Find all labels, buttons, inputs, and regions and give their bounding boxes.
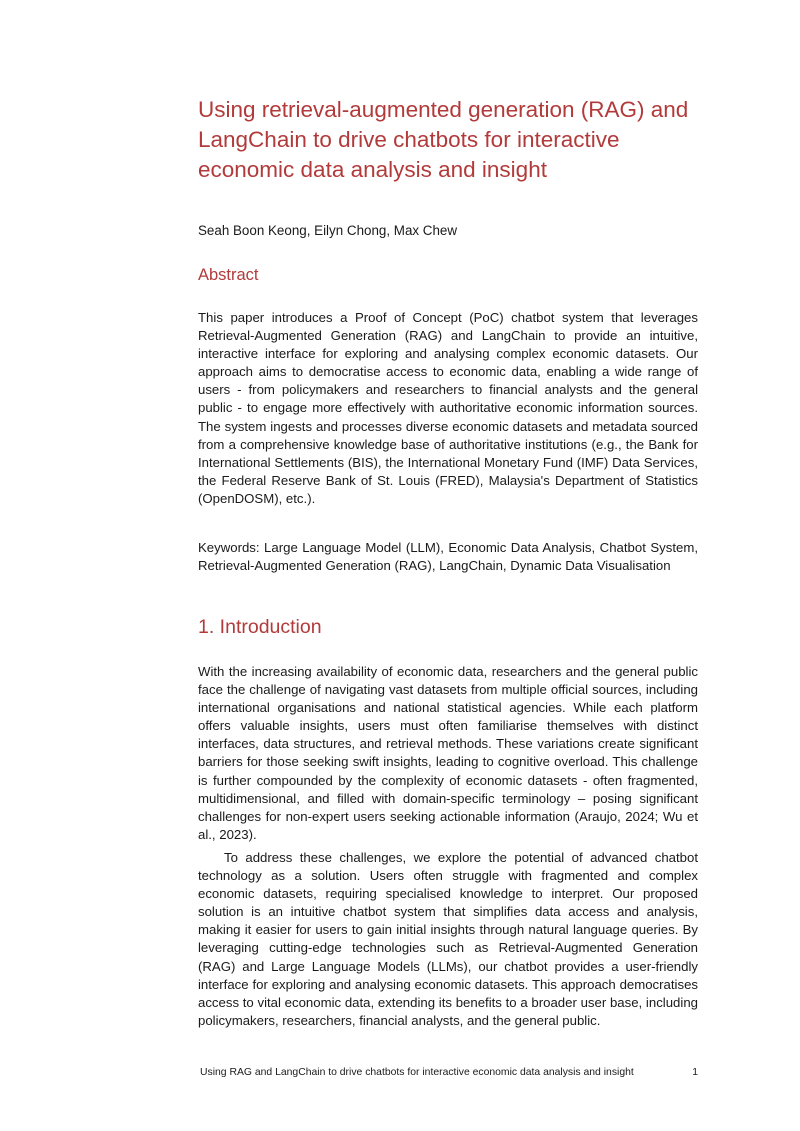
page-number: 1 (692, 1067, 698, 1078)
keywords-section (198, 539, 698, 575)
running-title: Using RAG and LangChain to drive chatbots for interactive economic data analysis and insight (200, 1067, 634, 1078)
paper-title: Using retrieval-augmented generation (RAG) and LangChain to drive chatbots for interactive economic data analysis and insight (198, 97, 689, 182)
introduction-paragraph: With the increasing availability of economic data, researchers and the general public face the challenge of navigating vast datasets from multiple official sources, including international organisations and national statistical agencies. While each platform offers valuable insights, users must often familiarise themselves with distinct interfaces, data structures, and retrieval methods. These variations create significant barriers for those seeking swift insights, leading to cognitive overload. This challenge is further compounded by the complexity of economic datasets - often fragmented, multidimensional, and filled with domain-specific terminology – posing significant challenges for non-expert users seeking actionable information (Araujo, 2024; Wu et al., 2023). (198, 664, 698, 842)
introduction-section (198, 663, 698, 1030)
abstract-text: This paper introduces a Proof of Concept (PoC) chatbot system that leverages Retrieval-Augmented Generation (RAG) and LangChain to provide an intuitive, interactive interface for exploring and analysing complex economic datasets. Our approach aims to democratise access to economic data, enabling a wide range of users - from policymakers and researchers to financial analysts and the general public - to engage more effectively with authoritative economic information sources. The system ingests and processes diverse economic datasets and metadata sourced from a comprehensive knowledge base of authoritative institutions (e.g., the Bank for International Settlements (BIS), the International Monetary Fund (IMF) Data Services, the Federal Reserve Bank of St. Louis (FRED), Malaysia's Department of Statistics (OpenDOSM), etc.). (198, 310, 698, 506)
abstract-heading: Abstract (198, 266, 259, 284)
introduction-heading: 1. Introduction (198, 616, 322, 638)
keywords-text: Keywords: Large Language Model (LLM), Economic Data Analysis, Chatbot System, Retrieval-Augmented Generation (RAG), LangChain, Dynamic Data Visualisation (198, 540, 698, 574)
introduction-paragraph: To address these challenges, we explore the potential of advanced chatbot technology as a solution. Users often struggle with fragmented and complex economic datasets, requiring specialised knowledge to interpret. Our proposed solution is an intuitive chatbot system that simplifies data access and analysis, making it easier for users to gain initial insights through natural language queries. By leveraging cutting-edge technologies such as Retrieval-Augmented Generation (RAG) and Large Language Models (LLMs), our chatbot provides a user-friendly interface for exploring and analysing economic datasets. This approach democratises access to vital economic data, extending its benefits to a broader user base, including policymakers, researchers, financial analysts, and the general public. (198, 849, 698, 1028)
page-footer (198, 1066, 698, 1082)
abstract-section (198, 309, 698, 508)
author-list: Seah Boon Keong, Eilyn Chong, Max Chew (198, 223, 458, 238)
